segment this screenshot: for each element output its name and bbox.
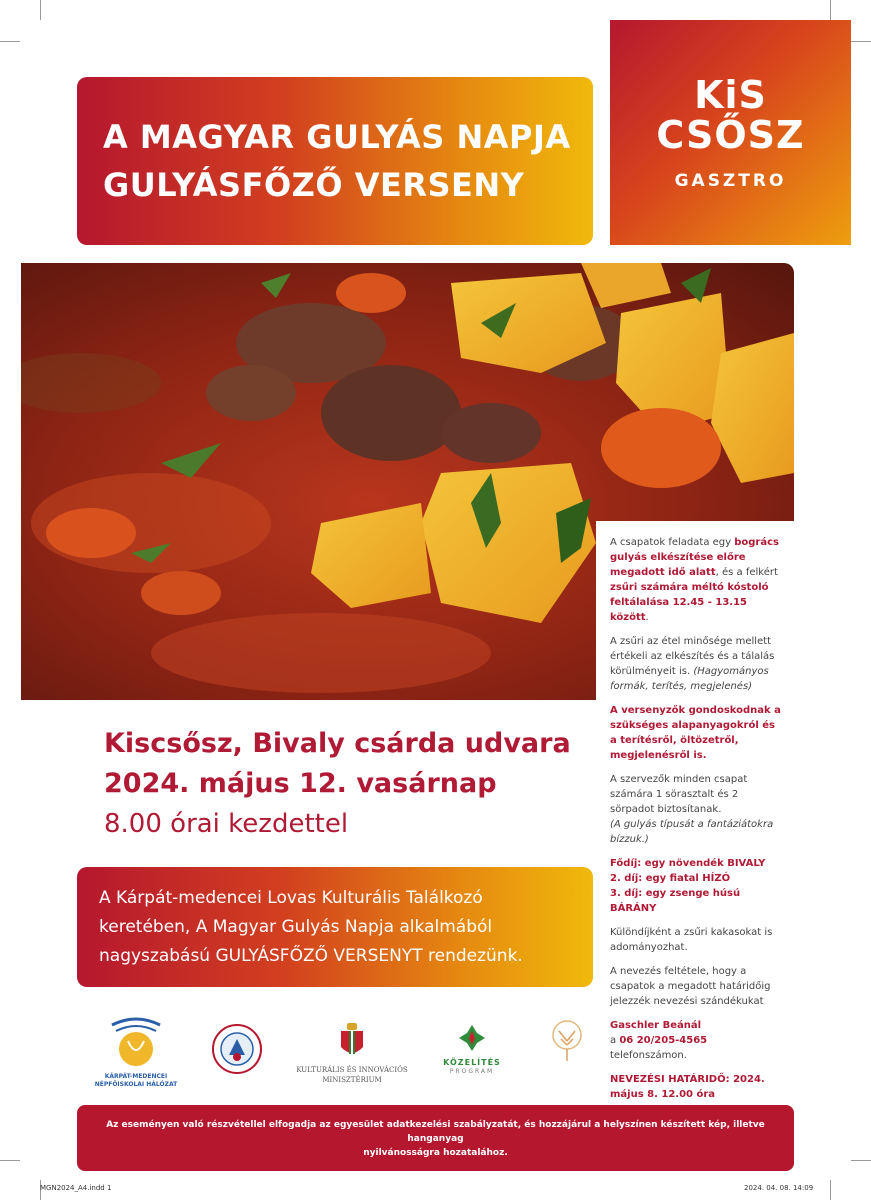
kozelites-label-2: PROGRAM [449, 1068, 495, 1075]
info-equipment-note: (A gulyás típusát a fantáziátokra bízzuk.) [610, 819, 774, 845]
prize-second: 2. díj: egy fiatal HÍZÓ [610, 873, 731, 884]
contact-phone: 06 20/205-4565 [619, 1035, 708, 1046]
ministry-label-1: KULTURÁLIS ÉS INNOVÁCIÓS [296, 1066, 408, 1074]
kiscsosz-gasztro-logo [610, 20, 851, 245]
hagyomanyorzo-egyesulet-logo [207, 1023, 267, 1079]
info-responsibility: A versenyzők gondoskodnak a szükséges alapanyagokról és a terítésről, öltözetről, megjelenésről is. [610, 705, 781, 761]
crop-mark [830, 0, 831, 20]
description-line-2: keretében, A Magyar Gulyás Napja alkalmából [99, 917, 493, 937]
info-task-end: . [645, 612, 649, 623]
privacy-notice-line-1: Az eseményen való részvétellel elfogadja az egyesület adatkezelési szabályzatát, és hozzájárul a helyszínen készített kép, illetve hanganyag [106, 1120, 765, 1144]
info-task [610, 535, 782, 625]
contact-pre: a [610, 1035, 620, 1046]
nepfoiskolai-emblem-icon [106, 1015, 166, 1069]
hungarian-coat-of-arms-icon [338, 1023, 366, 1061]
event-place: Kiscsősz, Bivaly csárda udvara [104, 728, 571, 759]
info-task-text-2: , és a felkért [715, 567, 778, 578]
ministry-logo [292, 1023, 412, 1085]
info-judging-text: A zsűri az étel minősége mellett értékeli az elkészítés és a tálalás körülményeit is. [610, 636, 775, 677]
print-slug-timestamp: 2024. 04. 08. 14:09 [744, 1184, 814, 1192]
print-slug-file: MGN2024_A4.indd 1 [40, 1184, 112, 1192]
nepfoiskolai-label-1: KÁRPÁT-MEDENCEI [104, 1073, 168, 1080]
info-deadline [610, 1072, 782, 1102]
info-equipment-text: A szervezők minden csapat számára 1 sörasztalt és 2 sörpadot biztosítanak. [610, 774, 748, 815]
title-banner [77, 77, 593, 245]
prize-third: 3. díj: egy zsenge húsú BÁRÁNY [610, 888, 741, 914]
info-task-highlight: bogrács gulyás elkészítése előre megadott idő alatt [610, 537, 779, 578]
title-line-2: GULYÁSFŐZŐ VERSENY [103, 166, 525, 204]
info-judging-note: (Hagyományos formák, terítés, megjelenés) [610, 666, 769, 692]
info-task-highlight-2: zsűri számára méltó kóstoló feltálalása 12.45 - 13.15 között [610, 582, 769, 623]
kozelites-label-1: KÖZELÍTÉS [443, 1058, 501, 1067]
kozelites-emblem-icon [457, 1023, 487, 1053]
info-special-prize: Különdíjként a zsűri kakasokat is adományozhat. [610, 927, 773, 953]
nepfoiskolai-label-2: NÉPFŐISKOLAI HÁLÓZAT [94, 1081, 178, 1088]
prize-main: Fődíj: egy növendék BIVALY [610, 858, 766, 869]
description-line-1: A Kárpát-medencei Lovas Kulturális Találkozó [99, 888, 483, 908]
title-line-1: A MAGYAR GULYÁS NAPJA [103, 118, 571, 156]
event-date: 2024. május 12. vasárnap [104, 768, 497, 799]
association-seal-icon [211, 1023, 263, 1075]
tree-emblem-icon [551, 1019, 583, 1063]
event-details [104, 724, 594, 844]
kozelites-program-logo [432, 1023, 512, 1076]
logo-subtitle: GASZTRO [674, 170, 787, 191]
ministry-label-2: MINISZTÉRIUM [322, 1076, 382, 1084]
crop-mark [830, 1180, 831, 1200]
crop-mark [0, 1160, 20, 1161]
tree-logo [547, 1019, 587, 1067]
crop-mark [851, 41, 871, 42]
deadline-line-1: NEVEZÉSI HATÁRIDŐ: 2024. [610, 1074, 765, 1085]
privacy-notice-line-2: nyilvánosságra hozatalához. [363, 1148, 508, 1158]
logo-word-top: KiS [694, 72, 767, 117]
nepfoiskolai-halozat-logo [77, 1015, 195, 1089]
info-entry-condition: A nevezés feltétele, hogy a csapatok a megadott határidőig jelezzék nevezési szándékukat [610, 966, 771, 1007]
crop-mark [851, 1160, 871, 1161]
contact-name: Gaschler Beánál [610, 1020, 702, 1031]
info-task-text: A csapatok feladata egy [610, 537, 735, 548]
contact-post: telefonszámon. [610, 1050, 687, 1061]
logo-word-bottom: CSŐSZ [656, 112, 805, 157]
info-contact [610, 1018, 782, 1063]
info-panel [596, 521, 794, 1101]
info-prizes [610, 856, 782, 916]
info-equipment [610, 772, 782, 847]
crop-mark [40, 0, 41, 20]
description-line-3: nagyszabású GULYÁSFŐZŐ VERSENYT rendezünk. [99, 946, 523, 966]
event-time: 8.00 órai kezdettel [104, 809, 349, 839]
info-judging [610, 634, 782, 694]
sponsor-logos [77, 1015, 593, 1095]
crop-mark [0, 41, 20, 42]
deadline-line-2: május 8. 12.00 óra [610, 1089, 716, 1100]
privacy-notice-bar [77, 1105, 794, 1171]
description-banner [77, 867, 593, 987]
